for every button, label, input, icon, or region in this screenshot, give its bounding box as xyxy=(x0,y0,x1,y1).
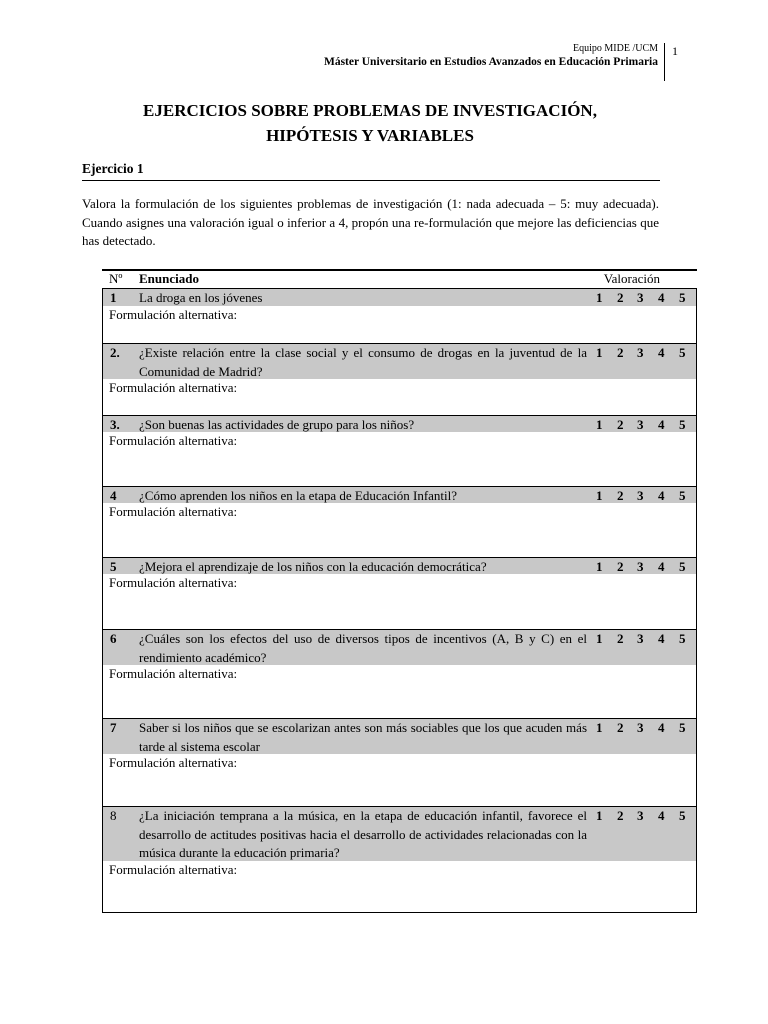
rating-option-1: 1 xyxy=(596,488,603,503)
header-number: Nº xyxy=(109,271,123,286)
header-divider xyxy=(664,43,665,81)
exercise-heading: Ejercicio 1 xyxy=(82,161,144,176)
rating-option-5: 5 xyxy=(679,417,686,432)
item-statement: ¿Son buenas las actividades de grupo para los niños? xyxy=(139,417,415,432)
item-number: 6 xyxy=(110,631,117,646)
rating-option-4: 4 xyxy=(658,488,665,503)
statement-band xyxy=(103,806,696,861)
alternative-formulation-label: Formulación alternativa: xyxy=(109,504,238,519)
alternative-formulation-label: Formulación alternativa: xyxy=(109,380,238,395)
rating-option-5: 5 xyxy=(679,559,686,574)
header-team: Equipo MIDE /UCM xyxy=(573,43,658,54)
heading-rule xyxy=(82,180,660,181)
header-text xyxy=(324,43,658,69)
rating-option-1: 1 xyxy=(596,720,603,735)
item-statement: ¿Mejora el aprendizaje de los niños con la educación democrática? xyxy=(139,559,487,574)
rating-option-4: 4 xyxy=(658,417,665,432)
alternative-formulation-label: Formulación alternativa: xyxy=(109,307,238,322)
item-number: 4 xyxy=(110,488,117,503)
item-statement: ¿Cómo aprenden los niños en la etapa de Educación Infantil? xyxy=(139,488,458,503)
statement-band xyxy=(103,415,696,432)
rating-option-2: 2 xyxy=(617,290,624,305)
rating-option-4: 4 xyxy=(658,720,665,735)
item-number: 8 xyxy=(110,808,117,823)
table-header-row xyxy=(102,271,697,288)
item-number: 7 xyxy=(110,720,117,735)
alternative-formulation-label: Formulación alternativa: xyxy=(109,575,238,590)
item-statement: ¿Cuáles son los efectos del uso de diversos tipos de incentivos (A, B y C) en el rendimiento académico? xyxy=(139,631,587,665)
item-number: 5 xyxy=(110,559,117,574)
statement-band xyxy=(103,289,696,306)
header-rating: Valoración xyxy=(603,271,660,286)
rating-option-3: 3 xyxy=(637,488,644,503)
title-line-1: EJERCICIOS SOBRE PROBLEMAS DE INVESTIGACIÓN, xyxy=(143,101,597,120)
rating-option-3: 3 xyxy=(637,345,644,360)
statement-band xyxy=(103,486,696,503)
header-master: Máster Universitario en Estudios Avanzados en Educación Primaria xyxy=(323,56,658,68)
rating-option-5: 5 xyxy=(679,290,686,305)
alternative-formulation-label: Formulación alternativa: xyxy=(109,666,238,681)
rating-option-3: 3 xyxy=(637,290,644,305)
instructions: Valora la formulación de los siguientes problemas de investigación (1: nada adecuada – 5: muy adecuada). Cuando asignes una valoración igual o inferior a 4, propón una re-formulación que mejore las deficiencias que has detectado. xyxy=(82,196,659,248)
alternative-formulation-label: Formulación alternativa: xyxy=(109,433,238,448)
rating-option-4: 4 xyxy=(658,808,665,823)
rating-option-5: 5 xyxy=(679,720,686,735)
item-statement: Saber si los niños que se escolarizan antes son más sociables que los que acuden más tarde al sistema escolar xyxy=(139,720,587,754)
rating-option-1: 1 xyxy=(596,290,603,305)
rating-option-5: 5 xyxy=(679,631,686,646)
rating-option-2: 2 xyxy=(617,808,624,823)
rating-option-4: 4 xyxy=(658,631,665,646)
statement-band xyxy=(103,557,696,574)
header-statement: Enunciado xyxy=(139,271,199,286)
rating-option-2: 2 xyxy=(617,488,624,503)
alternative-formulation-label: Formulación alternativa: xyxy=(109,755,238,770)
rating-option-3: 3 xyxy=(637,631,644,646)
title-line-2: HIPÓTESIS Y VARIABLES xyxy=(266,126,474,145)
rating-option-5: 5 xyxy=(679,488,686,503)
alternative-formulation-label: Formulación alternativa: xyxy=(109,862,238,877)
rating-option-1: 1 xyxy=(596,345,603,360)
rating-option-1: 1 xyxy=(596,559,603,574)
item-number: 3. xyxy=(110,417,120,432)
rating-option-2: 2 xyxy=(617,631,624,646)
rating-option-2: 2 xyxy=(617,720,624,735)
item-statement: ¿Existe relación entre la clase social y el consumo de drogas en la juventud de la Comunidad de Madrid? xyxy=(139,345,587,379)
rating-option-3: 3 xyxy=(637,808,644,823)
rating-option-4: 4 xyxy=(658,290,665,305)
rating-option-1: 1 xyxy=(596,631,603,646)
item-number: 2. xyxy=(110,345,120,360)
rating-option-3: 3 xyxy=(637,720,644,735)
rating-option-2: 2 xyxy=(617,417,624,432)
rating-option-5: 5 xyxy=(679,808,686,823)
rating-option-1: 1 xyxy=(596,808,603,823)
document-title xyxy=(80,98,660,148)
item-statement: La droga en los jóvenes xyxy=(139,290,263,305)
table-body xyxy=(102,288,697,913)
rating-option-3: 3 xyxy=(637,559,644,574)
rating-option-2: 2 xyxy=(617,559,624,574)
rating-option-4: 4 xyxy=(658,559,665,574)
rating-option-2: 2 xyxy=(617,345,624,360)
rating-option-4: 4 xyxy=(658,345,665,360)
page-number: 1 xyxy=(672,44,678,58)
statement-band xyxy=(103,629,696,665)
rating-option-5: 5 xyxy=(679,345,686,360)
statement-band xyxy=(103,343,696,379)
rating-option-3: 3 xyxy=(637,417,644,432)
statement-band xyxy=(103,718,696,754)
item-number: 1 xyxy=(110,290,117,305)
rating-option-1: 1 xyxy=(596,417,603,432)
item-statement: ¿La iniciación temprana a la música, en la etapa de educación infantil, favorece el desarrollo de actitudes positivas hacia el desarrollo de actividades relacionadas con la música durante la educación primaria? xyxy=(139,808,587,860)
